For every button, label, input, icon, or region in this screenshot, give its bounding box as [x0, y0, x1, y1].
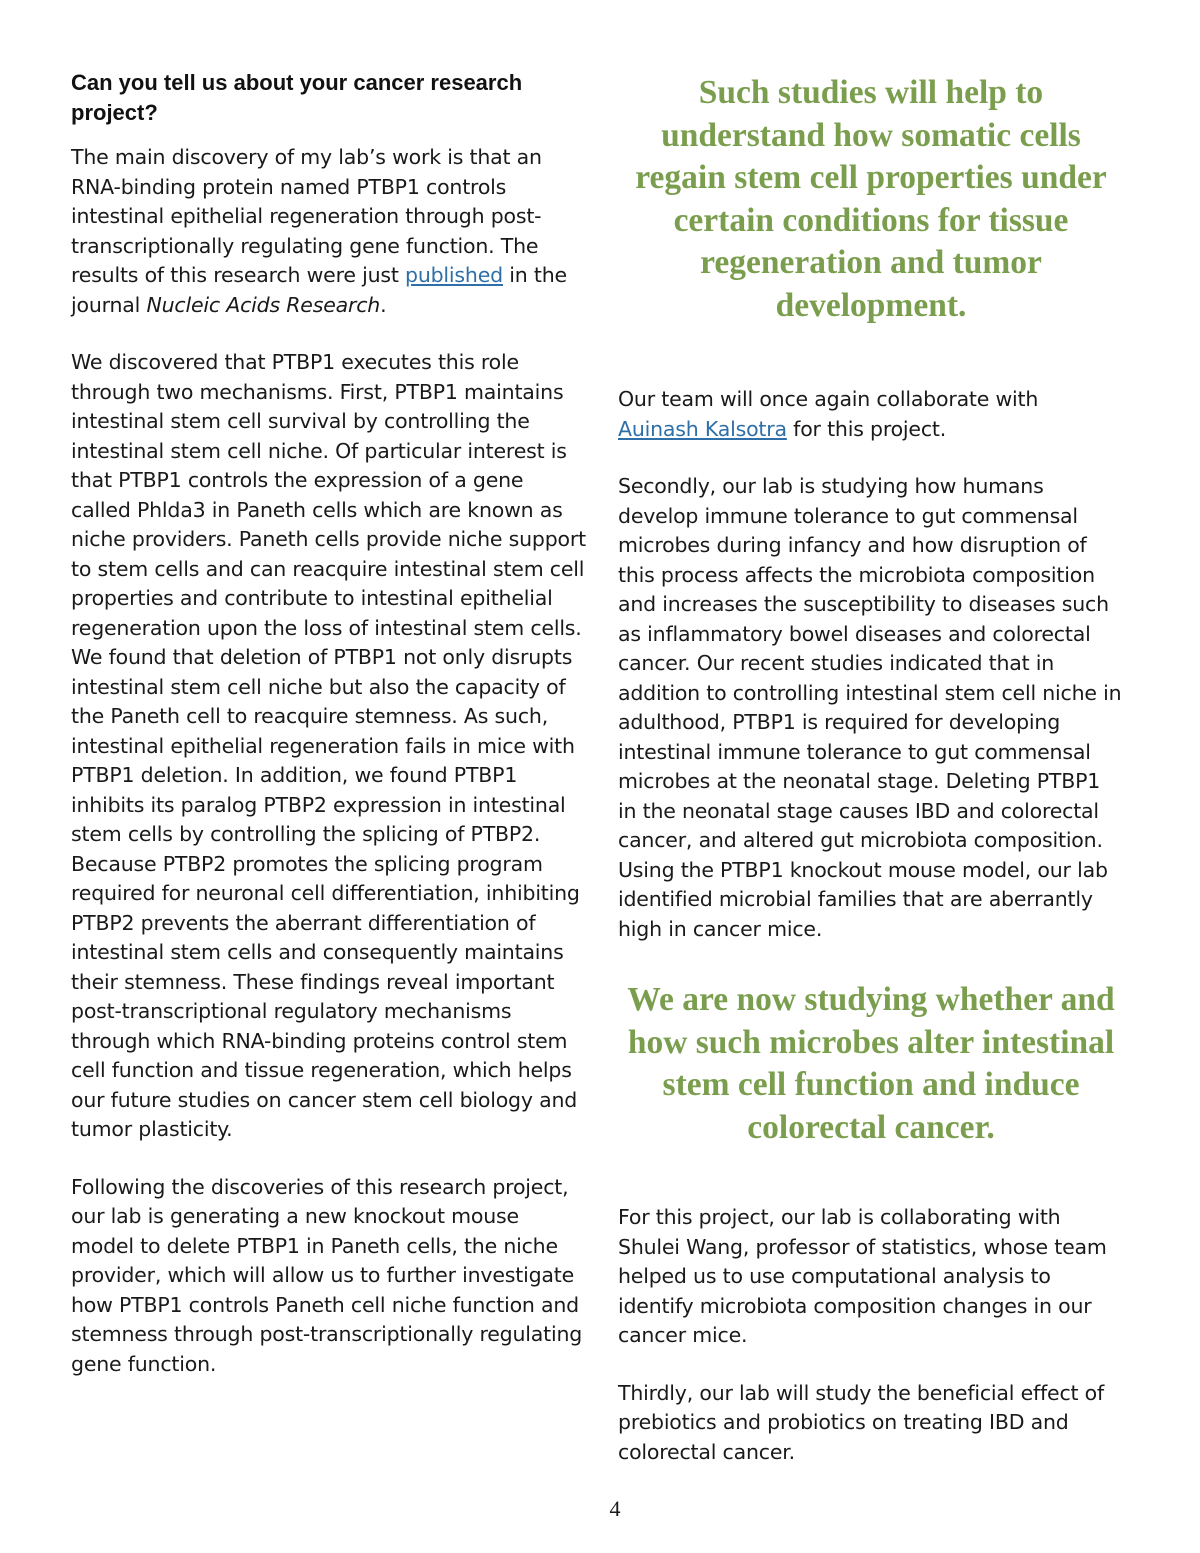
- paragraph-text: .: [380, 292, 387, 317]
- page-number: 4: [609, 1496, 621, 1521]
- section-question-heading: Can you tell us about your cancer research project?: [71, 70, 523, 125]
- paragraph-main-discovery: [71, 143, 586, 320]
- journal-name: Nucleic Acids Research: [146, 292, 381, 317]
- spacer: [618, 1351, 1124, 1379]
- paragraph-text: for this project.: [786, 416, 947, 441]
- paragraph-immune-tolerance: Secondly, our lab is studying how humans develop immune tolerance to gut commensal microbes during infancy and how disruption of this process affects the microbiota composition and increases the susceptibility to diseases such as inflammatory bowel diseases and colorectal cancer. Our recent studies indicated that in addition to controlling intestinal stem cell niche in adulthood, PTBP1 is required for developing intestinal immune tolerance to gut commensal microbes at the neonatal stage. Deleting PTBP1 in the neonatal stage causes IBD and colorectal cancer, and altered gut microbiota composition. Using the PTBP1 knockout mouse model, our lab identified microbial families that are aberrantly high in cancer mice.: [618, 474, 1122, 941]
- published-link[interactable]: published: [405, 263, 503, 287]
- paragraph-collaboration: [618, 385, 1124, 444]
- spacer: [71, 320, 586, 348]
- paragraph-text: Our team will once again collaborate with: [618, 387, 1039, 411]
- paragraph-mechanisms: We discovered that PTBP1 executes this role through two mechanisms. First, PTBP1 maintains intestinal stem cell survival by controlling the intestinal stem cell niche. Of particular interest is that PTBP1 controls the expression of a gene called Phlda3 in Paneth cells which are known as niche providers. Paneth cells provide niche support to stem cells and can reacquire intestinal stem cell properties and contribute to intestinal epithelial regeneration upon the loss of intestinal stem cells. We found that deletion of PTBP1 not only disrupts intestinal stem cell niche but also the capacity of the Paneth cell to reacquire stemness. As such, intestinal epithelial regeneration fails in mice with PTBP1 deletion. In addition, we found PTBP1 inhibits its paralog PTBP2 expression in intestinal stem cells by controlling the splicing of PTBP2. Because PTBP2 promotes the splicing program required for neuronal cell differentiation, inhibiting PTBP2 prevents the aberrant differentiation of intestinal stem cells and consequently maintains their stemness. These findings reveal important post-transcriptional regulatory mechanisms through which RNA-binding proteins control stem cell function and tissue regeneration, which helps our future studies on cancer stem cell biology and tumor plasticity.: [71, 350, 586, 1141]
- spacer: [71, 1145, 586, 1173]
- paragraph-prebiotics: Thirdly, our lab will study the beneficial effect of prebiotics and probiotics on treating IBD and colorectal cancer.: [618, 1380, 1105, 1464]
- spacer: [618, 444, 1124, 472]
- paragraph-statistics-collaboration: For this project, our lab is collaborating with Shulei Wang, professor of statistics, whose team helped us to use computational analysis to identify microbiota composition changes in our cancer mice.: [618, 1205, 1107, 1347]
- left-column: [71, 68, 586, 1379]
- pull-quote-microbes: We are now studying whether and how such microbes alter intestinal stem cell function and induce colorectal cancer.: [627, 981, 1115, 1146]
- right-column: [618, 72, 1124, 1467]
- pull-quote-somatic-cells: Such studies will help to understand how somatic cells regain stem cell properties under certain conditions for tissue regeneration and tumor development.: [635, 74, 1107, 324]
- paragraph-following-discoveries: Following the discoveries of this research project, our lab is generating a new knockout mouse model to delete PTBP1 in Paneth cells, the niche provider, which will allow us to further investigate how PTBP1 controls Paneth cell niche function and stemness through post-transcriptionally regulating gene function.: [71, 1174, 583, 1376]
- paragraph-text: The main discovery of my lab’s work is that an RNA-binding protein named PTBP1 controls intestinal epithelial regeneration through post-transcriptionally regulating gene function. The results of this research were just: [71, 145, 542, 287]
- paragraph-text: in the journal: [71, 263, 567, 317]
- auinash-kalsotra-link[interactable]: Auinash Kalsotra: [618, 416, 787, 441]
